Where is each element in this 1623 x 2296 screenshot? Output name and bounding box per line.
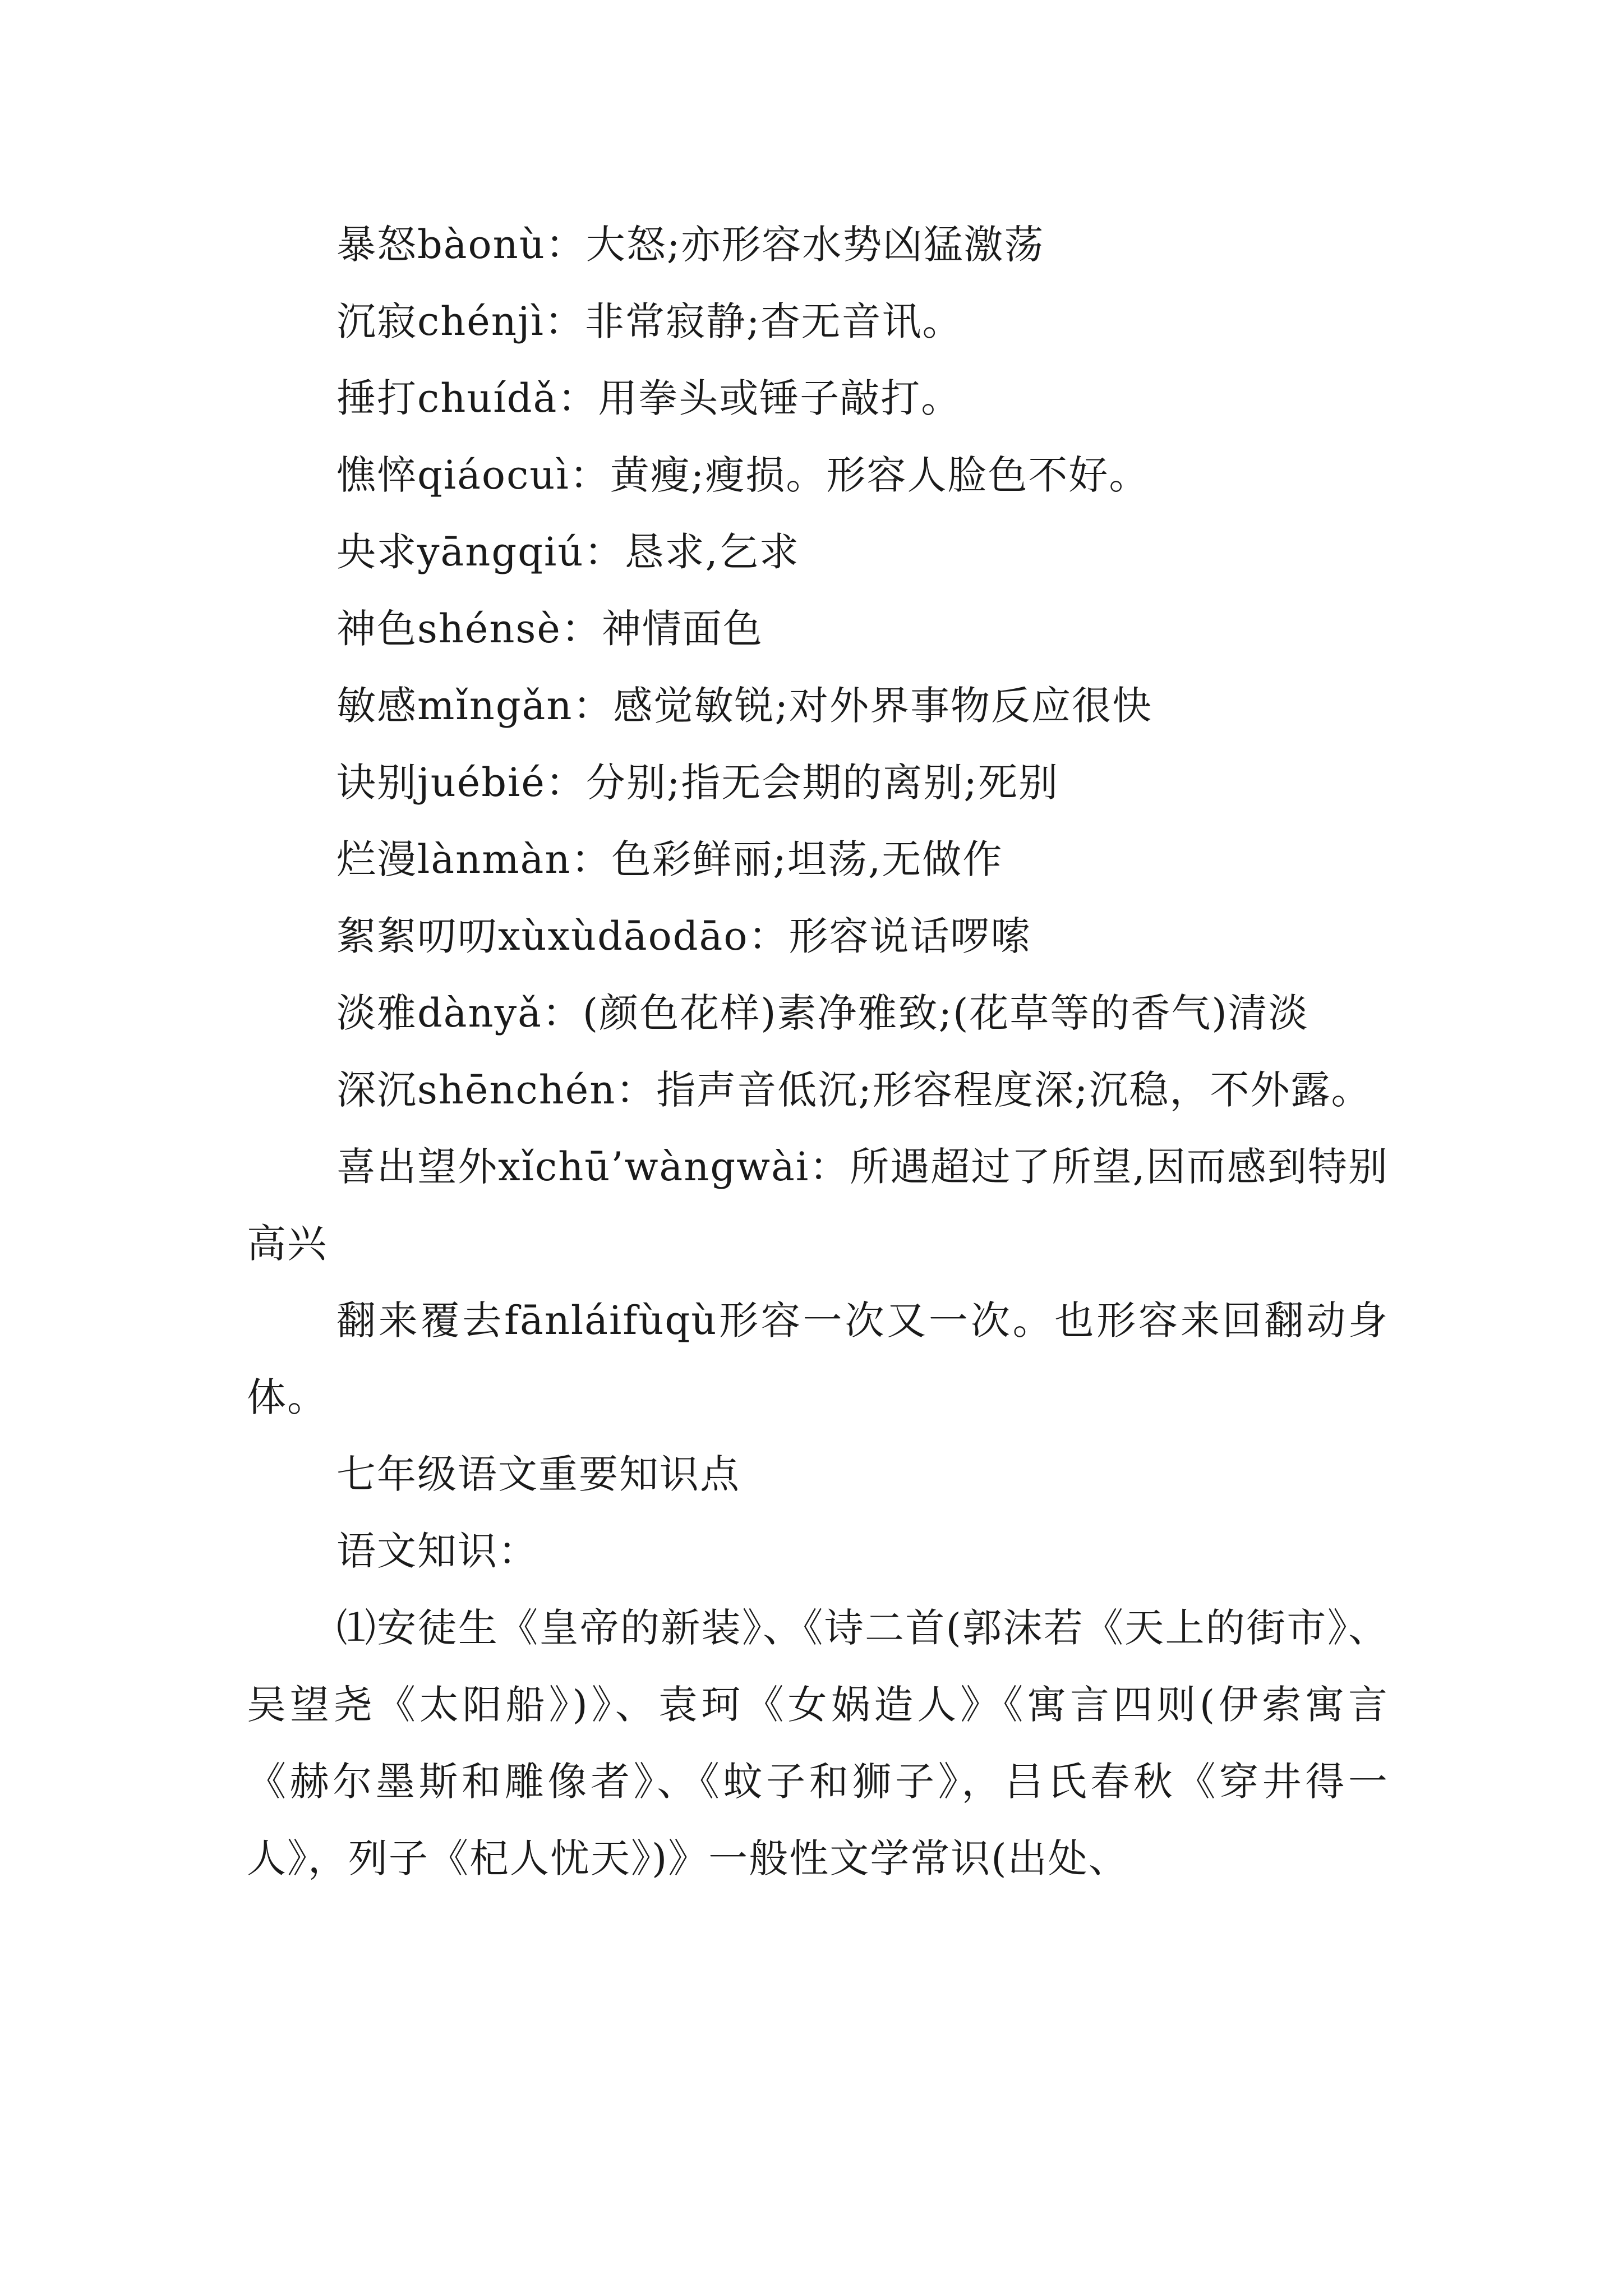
vocab-entry-juebie: 诀别juébié：分别;指无会期的离别;死别 — [336, 760, 1059, 806]
vocab-entry-shense: 神色shénsè：神情面色 — [336, 606, 763, 652]
vocab-entry-yangqiu: 央求yāngqiú：恳求,乞求 — [336, 529, 800, 575]
vocab-entry-baonu: 暴怒bàonù：大怒;亦形容水势凶猛激荡 — [336, 222, 1045, 268]
vocab-entry-chenji: 沉寂chénjì：非常寂静;杳无音讯。 — [336, 298, 963, 344]
vocab-entry-danya: 淡雅dànyǎ：(颜色花样)素净雅致;(花草等的香气)清淡 — [336, 990, 1309, 1036]
vocab-entry-xuxudaodao: 絮絮叨叨xùxùdāodāo：形容说话啰嗦 — [336, 913, 1031, 959]
vocab-entry-xichuwangwai: 喜出望外xǐchū’wàngwài：所遇超过了所望,因而感到特别高兴 — [247, 1144, 1389, 1267]
document-body — [247, 206, 1389, 1897]
vocab-entry-mingan: 敏感mǐngǎn：感觉敏锐;对外界事物反应很快 — [336, 683, 1153, 729]
knowledge-item-1: ⑴安徒生《皇帝的新装》、《诗二首(郭沫若《天上的街市》、吴望尧《太阳船》)》、袁珂《女娲造人》《寓言四则(伊索寓言《赫尔墨斯和雕像者》、《蚊子和狮子》，吕氏春秋《穿井得一人》，列子《杞人忧天》)》一般性文学常识(出处、 — [247, 1605, 1389, 1881]
vocab-entry-shenchen: 深沉shēnchén：指声音低沉;形容程度深;沉稳，不外露。 — [336, 1067, 1372, 1113]
subsection-heading: 语文知识： — [336, 1528, 538, 1574]
vocab-entry-chuida: 捶打chuídǎ：用拳头或锤子敲打。 — [336, 375, 962, 421]
section-heading: 七年级语文重要知识点 — [336, 1451, 740, 1497]
vocab-entry-lanman: 烂漫lànmàn：色彩鲜丽;坦荡,无做作 — [336, 836, 1003, 882]
vocab-entry-qiaocui: 憔悴qiáocuì：黄瘦;瘦损。形容人脸色不好。 — [336, 452, 1150, 498]
vocab-entry-fanlaifuqu: 翻来覆去fānláifùqù形容一次又一次。也形容来回翻动身体。 — [247, 1297, 1389, 1420]
